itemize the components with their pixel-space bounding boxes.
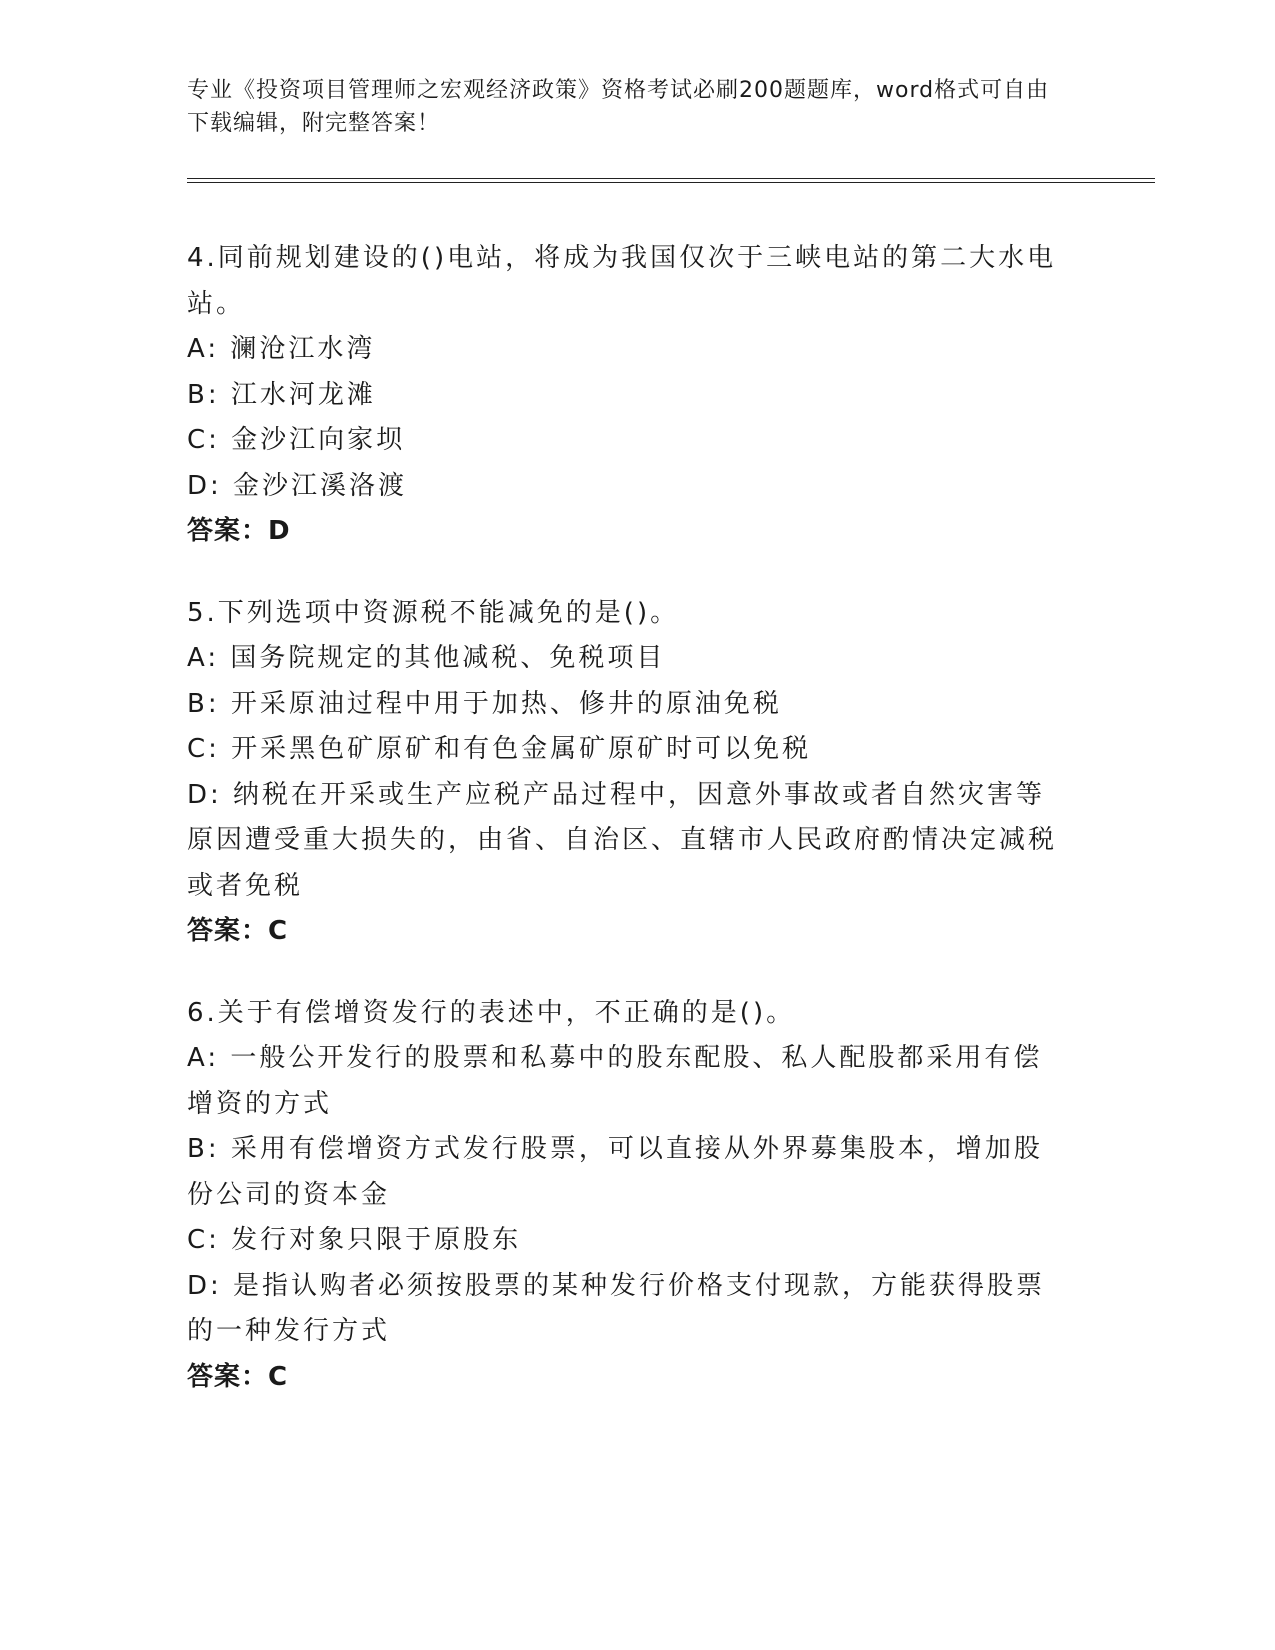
option-b: B: 采用有偿增资方式发行股票，可以直接从外界募集股本，增加股份公司的资本金 <box>187 1134 1043 1210</box>
question-item <box>187 991 1067 1401</box>
question-stem: 6.关于有偿增资发行的表述中，不正确的是()。 <box>187 997 796 1028</box>
option-d: D: 纳税在开采或生产应税产品过程中，因意外事故或者自然灾害等原因遭受重大损失的，由省、自治区、直辖市人民政府酌情决定减税或者免税 <box>187 779 1058 901</box>
option-c: C: 发行对象只限于原股东 <box>187 1225 522 1255</box>
option-a: A: 国务院规定的其他减税、免税项目 <box>187 643 666 673</box>
document-intro: 专业《投资项目管理师之宏观经济政策》资格考试必刷200题题库，word格式可自由下载编辑，附完整答案！ <box>187 78 1050 136</box>
question-stem: 4.同前规划建设的()电站，将成为我国仅次于三峡电站的第二大水电站。 <box>187 243 1057 319</box>
option-d: D: 是指认购者必须按股票的某种发行价格支付现款，方能获得股票的一种发行方式 <box>187 1270 1046 1346</box>
question-item <box>187 591 1067 955</box>
question-list <box>187 236 1067 1436</box>
option-c: C: 金沙江向家坝 <box>187 425 406 455</box>
option-a: A: 一般公开发行的股票和私募中的股东配股、私人配股都采用有偿增资的方式 <box>187 1043 1043 1119</box>
answer-label: 答案：C <box>187 1361 289 1392</box>
option-b: B: 开采原油过程中用于加热、修井的原油免税 <box>187 688 782 719</box>
header-divider <box>187 178 1155 183</box>
question-item <box>187 236 1067 555</box>
answer-label: 答案：C <box>187 916 289 946</box>
question-stem: 5.下列选项中资源税不能减免的是()。 <box>187 597 680 628</box>
option-b: B: 江水河龙滩 <box>187 379 376 410</box>
answer-label: 答案：D <box>187 516 291 546</box>
option-c: C: 开采黑色矿原矿和有色金属矿原矿时可以免税 <box>187 734 812 764</box>
option-a: A: 澜沧江水湾 <box>187 334 376 364</box>
option-d: D: 金沙江溪洛渡 <box>187 470 408 501</box>
